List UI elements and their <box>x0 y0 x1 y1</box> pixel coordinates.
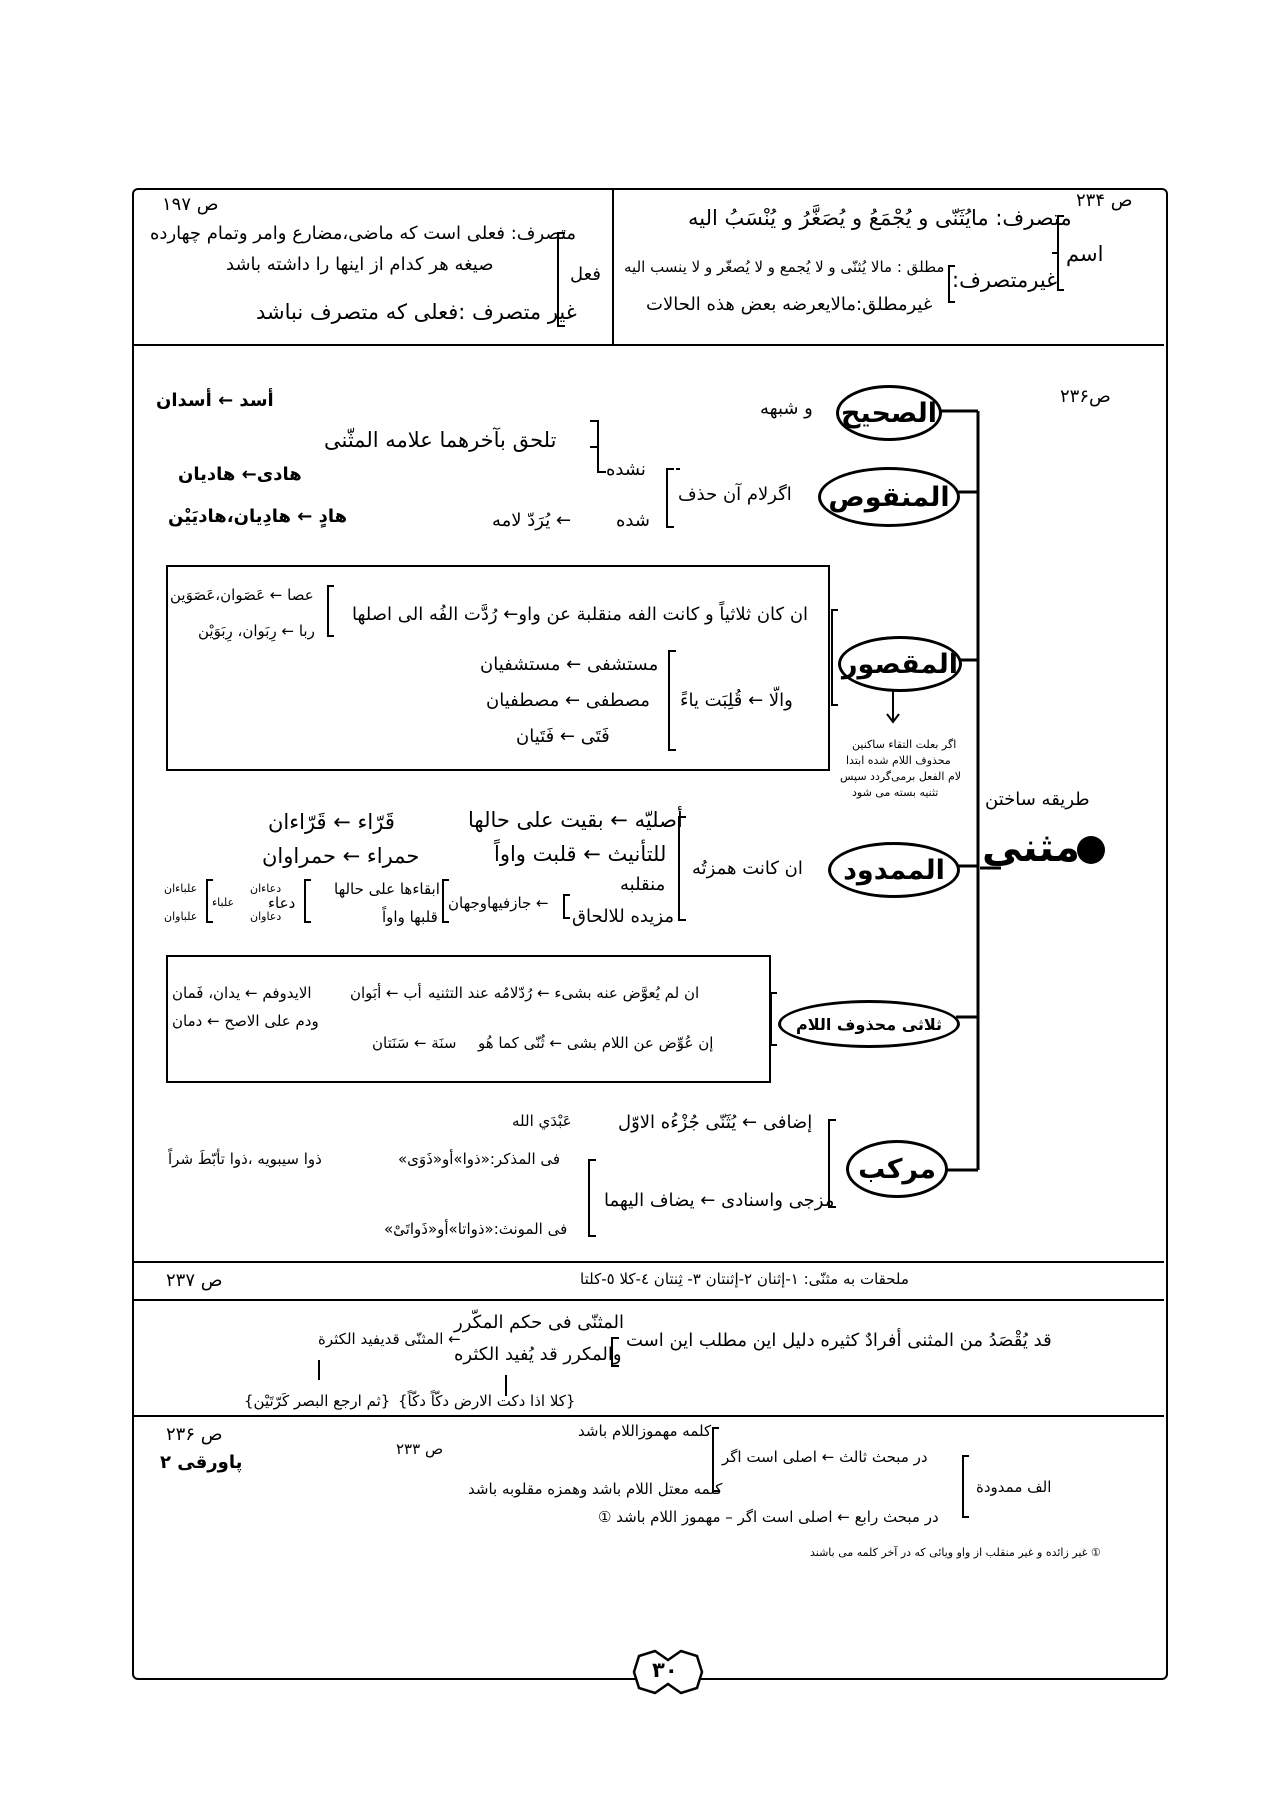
mamdud-ibqa: ابقاءها علی حالها <box>334 880 440 898</box>
qad-line1: المثنّی فی حکم المکّرر <box>454 1312 625 1333</box>
sahih-example: أسد ← أسدان <box>156 390 274 411</box>
qad-ayah1: {کلا اذا دکت الارض دکّاً دکّاً} <box>398 1392 576 1410</box>
mamdud-jaz: ← جازفیهاوجهان <box>448 894 549 912</box>
maqsur-ex2: ربا ← رِبَوان، رِبَوَیْن <box>198 622 315 640</box>
root-title: مثنی <box>982 825 1080 871</box>
manqus-rule-shode: ← یُرَدّ لامه <box>492 510 572 531</box>
esm-label: اسم <box>1066 242 1104 266</box>
alif-footnote: ① غیر زائده و غیر منقلب از واو ویائی که در آخر کلمه می باشند <box>810 1546 1101 1559</box>
mamdud-asliyya: أصلیّه ← بقیت علی حالها <box>468 808 683 832</box>
alif-mabhath3: در مبحث ثالث ← اصلی است اگر <box>722 1448 928 1466</box>
manqus-shode: شده <box>616 510 650 531</box>
node-murakkab: مرکب <box>846 1140 948 1198</box>
mamdud-condition: ان کانت همزتُه <box>692 858 803 879</box>
qad-arrow: ← المثنّی قدیفید الکثرة <box>318 1330 461 1348</box>
thulathi-ex4: سنَة ← سَنَتان <box>372 1034 457 1052</box>
node-sahih: الصحیح <box>836 385 942 441</box>
thulathi-ex2: الایدوفم ← یدان، فَمان <box>172 984 312 1002</box>
murakkab-mudhakkar: فی المذکر:«ذوا»أو«ذَوَی» <box>398 1150 561 1168</box>
maqsur-rule1: ان کان ثلاثیاً و کانت الفه منقلبة عن واو← رُدَّت الفُه الی اصلها <box>352 604 809 625</box>
thulathi-rule2: إن عُوِّض عن اللام بشی ← ثُنّی کما هُو <box>478 1034 714 1052</box>
alif-label: الف ممدودة <box>976 1478 1052 1496</box>
mamdud-elba-2: علباوان <box>164 910 198 923</box>
page-ref-236: ص۲۳۶ <box>1060 386 1111 407</box>
maqsur-ex4: مصطفی ← مصطفیان <box>486 690 650 711</box>
mamdud-monqaliba: منقلبه <box>620 874 666 895</box>
fe3l-motasarref-cont: صیغه هر کدام از اینها را داشته باشد <box>226 254 494 275</box>
alif-kalima1: کلمه مهموزاللام باشد <box>578 1422 712 1440</box>
qad-ayah2: {ثم ارجع البصر کَرّتَیْن} <box>244 1392 391 1410</box>
page-number: ۳۰ <box>652 1658 678 1682</box>
page-ref-237: ص ۲۳۷ <box>166 1270 223 1291</box>
alif-mabhath4: در مبحث رابع ← اصلی است اگر – مهموز اللام باشد ① <box>598 1508 939 1526</box>
alif-page-ref: ص ۲۳۶ <box>166 1424 223 1445</box>
manqus-nashode: نشده <box>606 459 646 480</box>
esm-motasarref: متصرف: مایُثَنّی و یُجْمَعُ و یُصَغَّرُ و یُنْسَبُ الیه <box>688 206 1072 230</box>
mamdud-tanith: للتأنیث ← قلبت واواً <box>494 842 667 866</box>
mamdud-qalb: قلبها واواً <box>382 908 438 926</box>
node-thulathi: ثلاثی محذوف اللام <box>778 1000 960 1048</box>
manqus-condition: اگرلام آن حذف <box>678 484 792 505</box>
murakkab-idafi: إضافی ← یُثَنّی جُزْءُه الاوّل <box>618 1112 813 1133</box>
maqsur-ex5: فَتَی ← فَتَیان <box>516 726 610 747</box>
murakkab-mazji: مزجی واسنادی ← یضاف الیهما <box>604 1190 835 1211</box>
maqsur-ex3: مستشفی ← مستشفیان <box>480 654 659 675</box>
alif-kalima2: کلمه معتل اللام باشد وهمزه مقلوبه باشد <box>468 1480 723 1498</box>
fe3l-ghair-motasarref: غیر متصرف :فعلی که متصرف نباشد <box>256 300 577 324</box>
murakkab-muannath: فی المونث:«ذواتا»أو«ذَواتَیْ» <box>384 1220 568 1238</box>
maqsur-note-2: محذوف اللام شده ابتدا <box>846 754 951 767</box>
thulathi-rule1: ان لم یُعوَّض عنه بشیء ← رُدّلامُه عند التثنیه <box>428 984 700 1002</box>
page-ref-234: ص ۲۳۴ <box>1076 190 1133 211</box>
murakkab-mudhakkar-example: ذوا سیبویه ،ذوا تأبّطَ شراً <box>168 1150 322 1168</box>
esm-ghair-motasarref: غیرمتصرف: <box>952 268 1058 292</box>
maqsur-note-4: تثنیه بسته می شود <box>852 786 939 799</box>
esm-ghair-motlaq: غیرمطلق:مالایعرضه بعض هذه الحالات <box>646 294 933 315</box>
maqsur-ex1: عصا ← عَصَوان،عَصَوَین <box>170 586 314 604</box>
manqus-rule-nashode: تلحق بآخرهما علامه المثّنی <box>324 428 557 452</box>
mulhaqat-line: ملحقات به مثنّی: ۱-إثنان ۲-إثنتان ۳- ثِنتان ٤-کلا ٥-کلتا <box>580 1270 909 1288</box>
sahih-and-similar: و شبهه <box>760 398 813 419</box>
manqus-ex1: هادی← هادیان <box>178 464 302 485</box>
mamdud-elba: علباء <box>212 896 235 909</box>
qad-line2: والمکرر قد یُفید الکثره <box>454 1344 622 1365</box>
mamdud-doa: دعاء <box>268 894 296 912</box>
thulathi-ex3: ودم علی الاصح ← دمان <box>172 1012 319 1030</box>
alif-page-ref-233: ص ۲۳۳ <box>396 1440 444 1458</box>
murakkab-idafi-example: عَبْدَي الله <box>512 1112 572 1130</box>
esm-motlaq: مطلق : مالا یُثنّی و لا یُجمع و لا یُصغّر و لا ینسب الیه <box>624 258 945 276</box>
mamdud-doa-2: دعاوان <box>250 910 282 923</box>
root-label: طریقه ساختن <box>985 789 1090 810</box>
fe3l-label: فعل <box>570 264 601 285</box>
qad-statement: قد یُقْصَدُ من المثنی أفرادٌ کثیره دلیل این مطلب این است <box>626 1330 1052 1351</box>
manqus-ex2: هادٍ ← هادِیان،هادیَیْن <box>168 506 348 527</box>
maqsur-note-3: لام الفعل برمی‌گردد سپس <box>840 770 962 783</box>
mamdud-doa-1: دعاءان <box>250 882 282 895</box>
mamdud-asliyya-example: قَرّاء ← قَرّاءان <box>268 810 395 834</box>
maqsur-note-1: اگر بعلت التقاء ساکنین <box>852 738 957 751</box>
node-manqus: المنقوص <box>818 467 960 527</box>
mamdud-elba-1: علباءان <box>164 882 198 895</box>
page-ref-197: ص ۱۹۷ <box>162 194 219 215</box>
mamdud-mazida: مزیده للالحاق <box>572 906 674 927</box>
thulathi-ex1: أب ← أبَوان <box>350 984 422 1002</box>
mamdud-tanith-example: حمراء ← حمراوان <box>262 844 420 868</box>
fe3l-motasarref: متصرف: فعلی است که ماضی،مضارع وامر وتمام چهارده <box>150 223 577 244</box>
node-mamdud: الممدود <box>828 842 960 898</box>
node-maqsur: المقصور <box>838 636 962 692</box>
maqsur-illa: والّا ← قُلِبَت یاءً <box>680 690 793 711</box>
alif-pawaraqi: پاورقی ۲ <box>160 1452 243 1473</box>
